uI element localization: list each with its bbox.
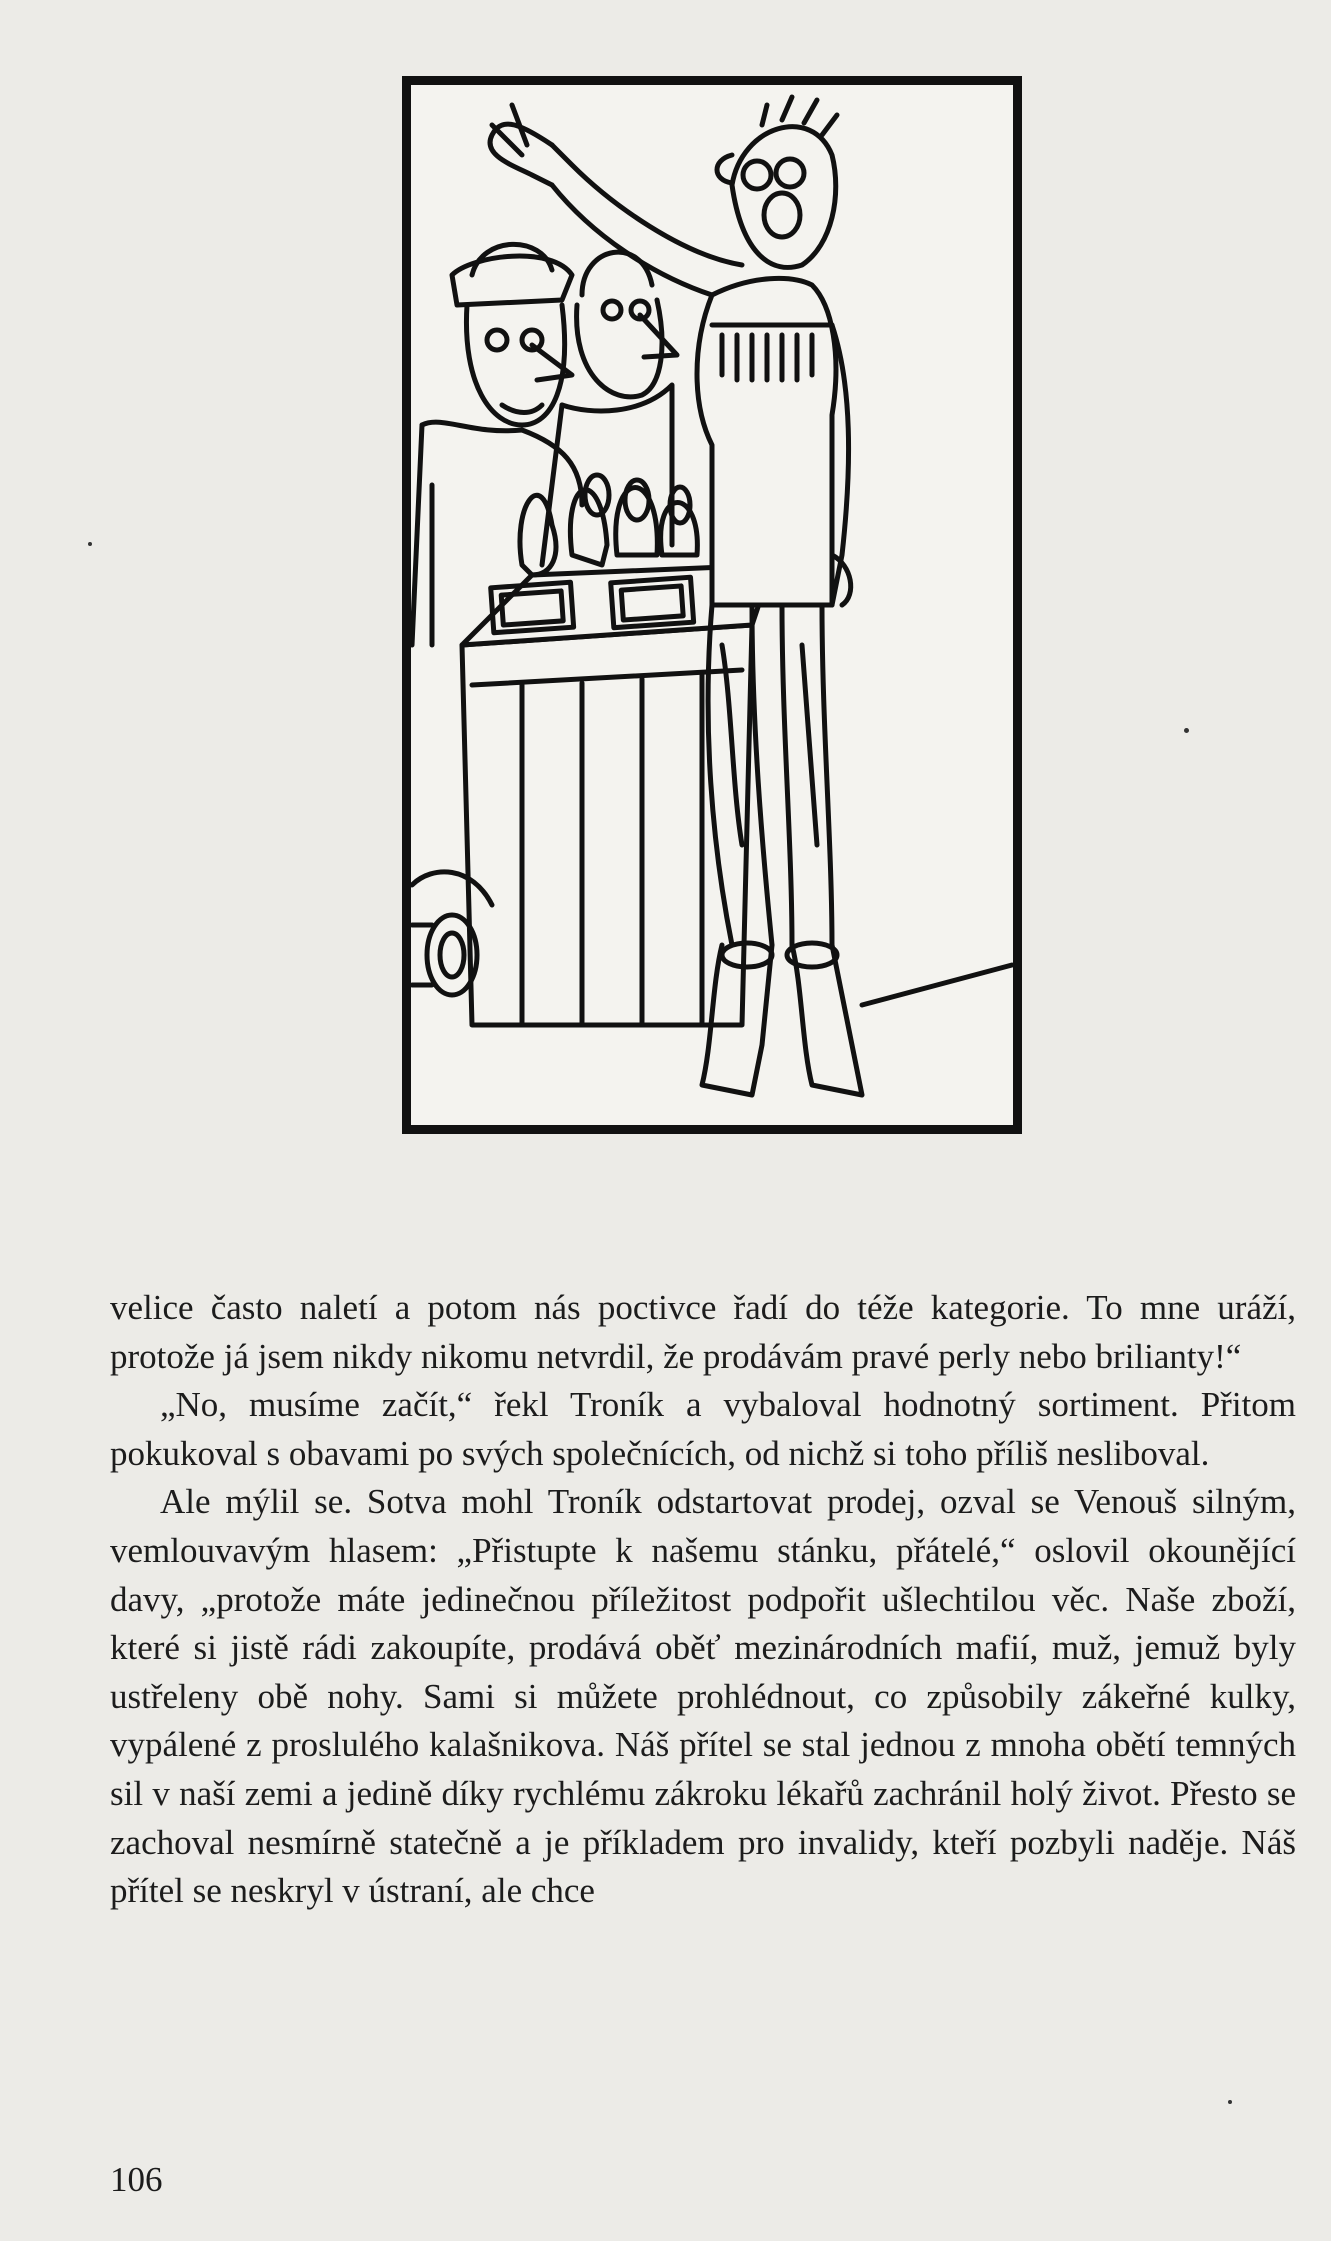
cartoon-illustration xyxy=(402,76,1022,1134)
paragraph: „No, musíme začít,“ řekl Troník a vybaloval hodnotný sortiment. Přitom pokukoval s obavami po svých společnících, od nichž si toho příliš nesliboval. xyxy=(110,1385,1296,1473)
paragraph: Ale mýlil se. Sotva mohl Troník odstartovat prodej, ozval se Venouš silným, vemlouvavým hlasem: „Přistupte k našemu stánku, přátelé,“ oslovil okounějící davy, „protože máte jedinečnou příležitost podpořit ušlechtilou věc. Naše zboží, které si jistě rádi zakoupíte, prodává oběť mezinárodních mafií, muž, jemuž byly ustřeleny obě nohy. Sami si můžete prohlédnout, co způsobily zákeřné kulky, vypálené z proslulého kalašnikova. Náš přítel se stal jednou z mnoha obětí temných sil v naší zemi a jedině díky rychlému zákroku lékařů zachránil holý život. Přesto se zachoval nesmírně statečně a je příkladem pro invalidy, kteří pozbyli naděje. Náš přítel se neskryl v ústraní, ale chce xyxy=(110,1482,1296,1911)
page-number: 106 xyxy=(110,2160,163,2199)
paragraph: velice často naletí a potom nás poctivce řadí do téže kategorie. To mne uráží, protože já jsem nikdy nikomu netvrdil, že prodávám pravé perly nebo brilianty!“ xyxy=(110,1288,1296,1376)
print-speck xyxy=(88,542,92,546)
print-speck xyxy=(1228,2100,1232,2104)
print-speck xyxy=(1184,728,1189,733)
body-text xyxy=(110,1284,1296,1916)
market-stall-icon xyxy=(411,85,1013,1125)
